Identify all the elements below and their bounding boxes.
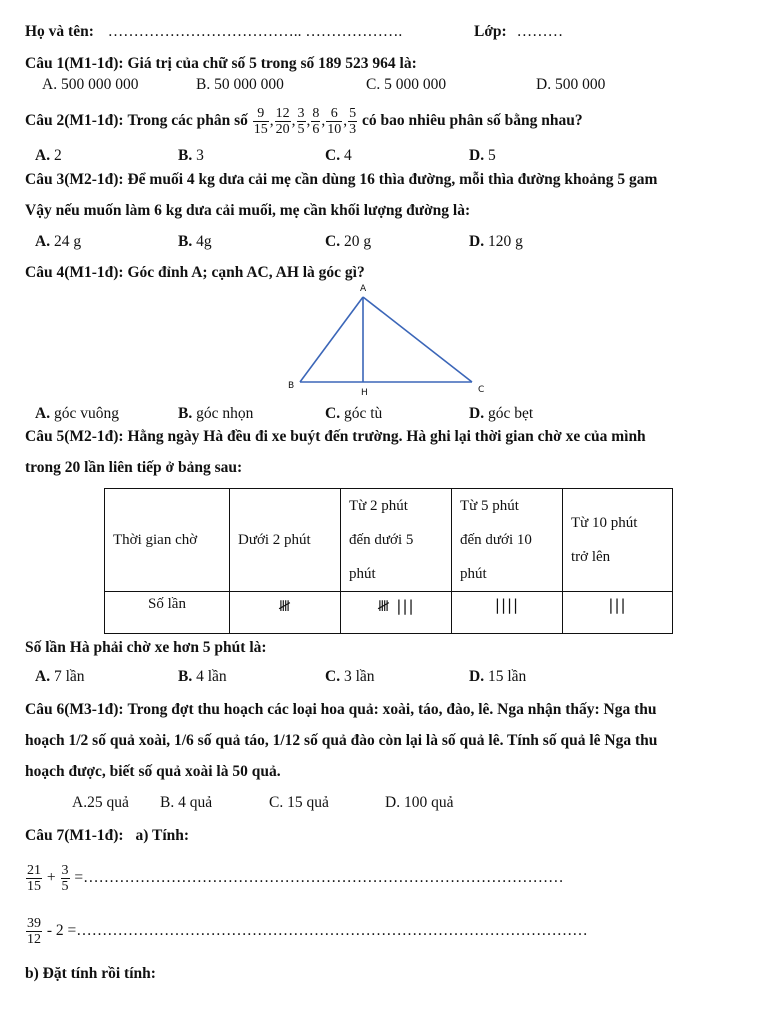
q7-expression-1[interactable]: $\frac{21}{15}$ + $\frac{3}{5}$ =………………………………………………………………………………… bbox=[27, 862, 564, 894]
question-3 bbox=[25, 170, 657, 190]
q2-fraction-4: $\frac{8}{6}$ bbox=[312, 105, 320, 137]
vertex-b-label: B bbox=[288, 381, 295, 391]
cell-10-plus: Từ 10 phút trở lên bbox=[563, 489, 673, 592]
q1-option-b[interactable]: B. 50 000 000 bbox=[196, 76, 284, 93]
q4-option-a[interactable]: A. góc vuông bbox=[35, 405, 119, 422]
q6-option-b[interactable]: B. 4 quả bbox=[160, 794, 213, 811]
q3-option-b[interactable]: B. 4g bbox=[178, 233, 212, 250]
q3-text: Để muối 4 kg dưa cải mẹ cần dùng 16 thìa đường, mỗi thìa đường khoảng 5 gam bbox=[127, 171, 658, 188]
q2-fraction-5: $\frac{6}{10}$ bbox=[327, 105, 342, 137]
class-dots: ……… bbox=[516, 23, 564, 40]
q2-fraction-3: $\frac{3}{5}$ bbox=[297, 105, 305, 137]
question-7 bbox=[25, 826, 189, 846]
expr2-fraction-1: $\frac{39}{12}$ bbox=[27, 915, 41, 947]
q2-option-c[interactable]: C. 4 bbox=[325, 147, 352, 164]
expr1-fraction-2: $\frac{3}{5}$ bbox=[61, 862, 69, 894]
q2-option-d[interactable]: D. 5 bbox=[469, 147, 496, 164]
class-label: Lớp: bbox=[474, 23, 507, 40]
q7-part-a: a) Tính: bbox=[135, 827, 190, 844]
vertex-c-label: C bbox=[478, 385, 485, 395]
question-1 bbox=[25, 54, 417, 74]
q5-option-b[interactable]: B. 4 lần bbox=[178, 668, 227, 685]
q2-fraction-6: $\frac{5}{3}$ bbox=[349, 105, 357, 137]
q2-suffix: có bao nhiêu phân số bằng nhau? bbox=[362, 112, 583, 129]
question-5 bbox=[25, 427, 646, 447]
expr2-answer-line[interactable]: - 2 =……………………………………………………………………………………… bbox=[46, 922, 588, 939]
q6-text-3: hoạch được, biết số quả xoài là 50 quả. bbox=[25, 763, 281, 780]
header-class-line bbox=[474, 22, 563, 42]
q4-option-c[interactable]: C. góc tù bbox=[325, 405, 383, 422]
q2-fraction-2: $\frac{12}{20}$ bbox=[275, 105, 290, 137]
q1-option-d[interactable]: D. 500 000 bbox=[536, 76, 606, 93]
q1-text: Giá trị của chữ số 5 trong số 189 523 964 là: bbox=[127, 55, 417, 72]
question-2: Câu 2(M1-1đ): Trong các phân số $\frac{9}{15}$ , $\frac{12}{20}$ , $\frac{3}{5}$ , $\frac{8}{6}$ , $\frac{6}{10}$ , $\frac{5}{3}$ có bao nhiêu phân số bằng nhau? bbox=[25, 105, 583, 137]
q1-label: Câu 1(M1-1đ): bbox=[25, 55, 124, 72]
q2-prefix: Trong các phân số bbox=[127, 112, 248, 129]
q1-option-a[interactable]: A. 500 000 000 bbox=[42, 76, 139, 93]
tally-under-2: 𝍸 bbox=[230, 592, 341, 634]
q6-text-2: hoạch 1/2 số quả xoài, 1/6 số quả táo, 1/12 số quả đào còn lại là số quả lê. Tính số quả lê Nga thu bbox=[25, 732, 658, 749]
cell-wait-time-header: Thời gian chờ bbox=[105, 489, 230, 592]
triangle-figure bbox=[280, 280, 500, 402]
q3-label: Câu 3(M2-1đ): bbox=[25, 171, 124, 188]
tally-2-to-5: 𝍸 ||| bbox=[341, 592, 452, 634]
q1-option-c[interactable]: C. 5 000 000 bbox=[366, 76, 447, 93]
q6-text: Trong đợt thu hoạch các loại hoa quả: xoài, táo, đào, lê. Nga nhận thấy: Nga thu bbox=[127, 701, 657, 718]
table-row-header bbox=[105, 489, 673, 592]
expr1-fraction-1: $\frac{21}{15}$ bbox=[27, 862, 41, 894]
q5-option-a[interactable]: A. 7 lần bbox=[35, 668, 85, 685]
vertex-h-label: H bbox=[361, 388, 368, 398]
edge-ac bbox=[363, 297, 472, 382]
name-label: Họ và tên: bbox=[25, 23, 94, 40]
table-row-counts bbox=[105, 592, 673, 634]
q5-text-2: trong 20 lần liên tiếp ở bảng sau: bbox=[25, 459, 243, 476]
q5-question: Số lần Hà phải chờ xe hơn 5 phút là: bbox=[25, 639, 267, 656]
q7-label: Câu 7(M1-1đ): bbox=[25, 827, 124, 844]
q6-label: Câu 6(M3-1đ): bbox=[25, 701, 124, 718]
q3-option-d[interactable]: D. 120 g bbox=[469, 233, 523, 250]
q4-option-b[interactable]: B. góc nhọn bbox=[178, 405, 254, 422]
q7-expression-2[interactable] bbox=[25, 911, 588, 951]
q3-option-a[interactable]: A. 24 g bbox=[35, 233, 82, 250]
wait-time-table bbox=[104, 488, 673, 634]
cell-5-to-10: Từ 5 phút đến dưới 10 phút bbox=[452, 489, 563, 592]
q5-label: Câu 5(M2-1đ): bbox=[25, 428, 124, 445]
q5-text: Hằng ngày Hà đều đi xe buýt đến trường. Hà ghi lại thời gian chờ xe của mình bbox=[127, 428, 646, 445]
cell-2-to-5: Từ 2 phút đến dưới 5 phút bbox=[341, 489, 452, 592]
q2-label: Câu 2(M1-1đ): bbox=[25, 112, 124, 129]
q2-fraction-1: $\frac{9}{15}$ bbox=[253, 105, 268, 137]
edge-ab bbox=[300, 297, 363, 382]
q6-option-a[interactable]: A.25 quả bbox=[72, 794, 129, 811]
q7-part-b: b) Đặt tính rồi tính: bbox=[25, 965, 156, 982]
q6-option-c[interactable]: C. 15 quả bbox=[269, 794, 329, 811]
q3-option-c[interactable]: C. 20 g bbox=[325, 233, 372, 250]
vertex-a-label: A bbox=[360, 284, 367, 294]
q5-option-c[interactable]: C. 3 lần bbox=[325, 668, 375, 685]
q5-option-d[interactable]: D. 15 lần bbox=[469, 668, 527, 685]
tally-10-plus: ||| bbox=[563, 592, 673, 634]
question-6 bbox=[25, 700, 657, 720]
cell-under-2: Dưới 2 phút bbox=[230, 489, 341, 592]
header-name-line bbox=[25, 22, 402, 42]
q3-text-2: Vậy nếu muốn làm 6 kg dưa cải muối, mẹ cần khối lượng đường là: bbox=[25, 202, 471, 219]
cell-count-header: Số lần bbox=[105, 592, 230, 634]
q6-option-d[interactable]: D. 100 quả bbox=[385, 794, 454, 811]
tally-5-to-10: |||| bbox=[452, 592, 563, 634]
expr1-answer-line[interactable]: =………………………………………………………………………………… bbox=[74, 869, 564, 886]
q4-option-d[interactable]: D. góc bẹt bbox=[469, 405, 534, 422]
q2-option-a[interactable]: A. 2 bbox=[35, 147, 62, 164]
q4-text: Góc đỉnh A; cạnh AC, AH là góc gì? bbox=[127, 264, 365, 281]
name-dots: ……………………………….. ………………. bbox=[107, 23, 403, 40]
q2-option-b[interactable]: B. 3 bbox=[178, 147, 204, 164]
q4-label: Câu 4(M1-1đ): bbox=[25, 264, 124, 281]
